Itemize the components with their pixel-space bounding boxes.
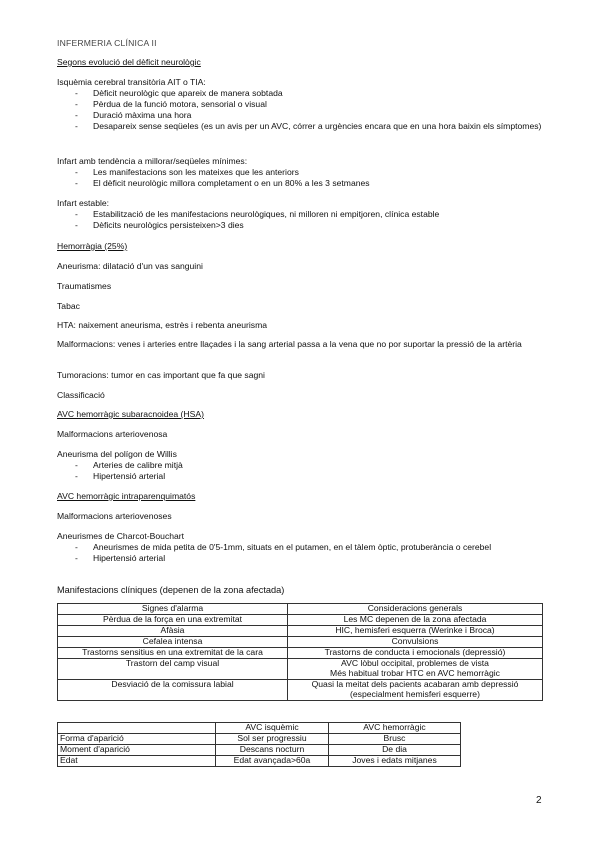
list-item: - Dèficit neurològic que apareix de manera sobtada [75,88,545,99]
table-cell: Cefalea intensa [58,637,288,648]
list-item: - Desapareix sense seqüeles (es un avis per un AVC, córrer a urgències encara que en una hora baixin els símptomes) [75,121,545,132]
table-cell: Brusc [329,733,461,744]
avc-comparison-table [57,722,461,767]
table-row [58,615,543,626]
intra-malformacions: Malformacions arteriovenoses [57,511,172,521]
table-row [58,733,461,744]
list-item: - El dèficit neurològic millora completament o en un 80% a les 3 setmanes [75,178,545,189]
table-cell: Joves i edats mitjanes [329,755,461,766]
list-item: - Hipertensió arterial [75,471,545,482]
column-header [58,723,216,734]
list-item: - Pèrdua de la funció motora, sensorial o visual [75,99,545,110]
table-cell: Moment d'aparició [58,744,216,755]
table-row [58,626,543,637]
column-header: AVC hemorràgic [329,723,461,734]
infart-millora-title: Infart amb tendència a millorar/seqüeles mínimes: [57,156,248,166]
malformacions-text: Malformacions: venes i arteries entre llaçades i la sang arterial passa a la vena que no por suportar la pressió de la artèria [57,339,522,349]
infart-estable-list [75,209,545,231]
hsa-malformacions: Malformacions arteriovenosa [57,429,168,439]
table-row [58,679,543,700]
table-row [58,648,543,659]
table-header-row [58,604,543,615]
ait-list [75,88,545,132]
column-header: Signes d'alarma [58,604,288,615]
list-item: - Hipertensió arterial [75,553,545,564]
table-cell: Edat avançada>60a [216,755,329,766]
table-cell: De dia [329,744,461,755]
list-item: - Duració màxima una hora [75,110,545,121]
table-cell: Afàsia [58,626,288,637]
tabac-text: Tabac [57,301,80,311]
table-cell: Edat [58,755,216,766]
table-cell: Quasi la meitat dels pacients acabaran amb depressió (especialment hemisferi esquerre) [288,679,543,700]
table-row [58,755,461,766]
cell-line: AVC lòbul occipital, problemes de vista [341,658,489,668]
ait-title: Isquèmia cerebral transitòria AIT o TIA: [57,77,206,87]
table-cell: Sol ser progressiu [216,733,329,744]
list-item: - Les manifestacions son les mateixes que les anteriors [75,167,545,178]
traumatismes-text: Traumatismes [57,281,112,291]
classificacio-heading: Classificació [57,390,105,400]
hsa-title: AVC hemorràgic subaracnoidea (HSA) [57,409,204,419]
table-cell [288,659,543,680]
willis-list [75,460,545,482]
table-cell: Desviació de la comissura labial [58,679,288,700]
cell-line: Més habitual trobar HTC en AVC hemorràgic [330,667,500,678]
list-item: - Aneurismes de mida petita de 0'5-1mm, situats en el putamen, en el tàlem òptic, protuberància o cerebel [75,542,545,553]
signes-alarma-table [57,603,543,701]
charcot-title: Aneurismes de Charcot-Bouchart [57,531,185,541]
table-cell: Les MC depenen de la zona afectada [288,615,543,626]
table-header-row [58,723,461,734]
table-row [58,637,543,648]
table-row [58,659,543,680]
hta-text: HTA: naixement aneurisma, estrès i rebenta aneurisma [57,320,268,330]
hemorragia-title: Hemorràgia (25%) [57,241,128,251]
page-header: INFERMERIA CLÍNICA II [57,38,157,48]
infart-estable-title: Infart estable: [57,198,110,208]
section-title-evolucio: Segons evolució del dèficit neurològic [57,57,201,67]
manifestacions-title: Manifestacions clíniques (depenen de la zona afectada) [57,585,285,595]
table-cell: Forma d'aparició [58,733,216,744]
intra-title: AVC hemorràgic intraparenquimatós [57,491,196,501]
table-cell: Descans nocturn [216,744,329,755]
table-cell: Trastorn del camp visual [58,659,288,680]
tumoracions-text: Tumoracions: tumor en cas important que fa que sagni [57,370,265,380]
table-cell: Trastorns de conducta i emocionals (depressió) [288,648,543,659]
willis-title: Aneurisma del polígon de Willis [57,449,177,459]
charcot-list [75,542,545,564]
page-number: 2 [536,795,542,806]
table-row [58,744,461,755]
infart-millora-list [75,167,545,189]
table-cell: HIC, hemisferi esquerra (Werinke i Broca) [288,626,543,637]
aneurisma-text: Aneurisma: dilatació d'un vas sanguini [57,261,203,271]
list-item: - Arteries de calibre mitjà [75,460,545,471]
list-item: - Estabilització de les manifestacions neurològiques, ni milloren ni empitjoren, clínica estable [75,209,545,220]
column-header: AVC isquèmic [216,723,329,734]
table-cell: Trastorns sensitius en una extremitat de la cara [58,648,288,659]
list-item: - Dèficits neurològics persisteixen>3 dies [75,220,545,231]
table-cell: Convulsions [288,637,543,648]
table-cell: Pèrdua de la força en una extremitat [58,615,288,626]
column-header: Consideracions generals [288,604,543,615]
